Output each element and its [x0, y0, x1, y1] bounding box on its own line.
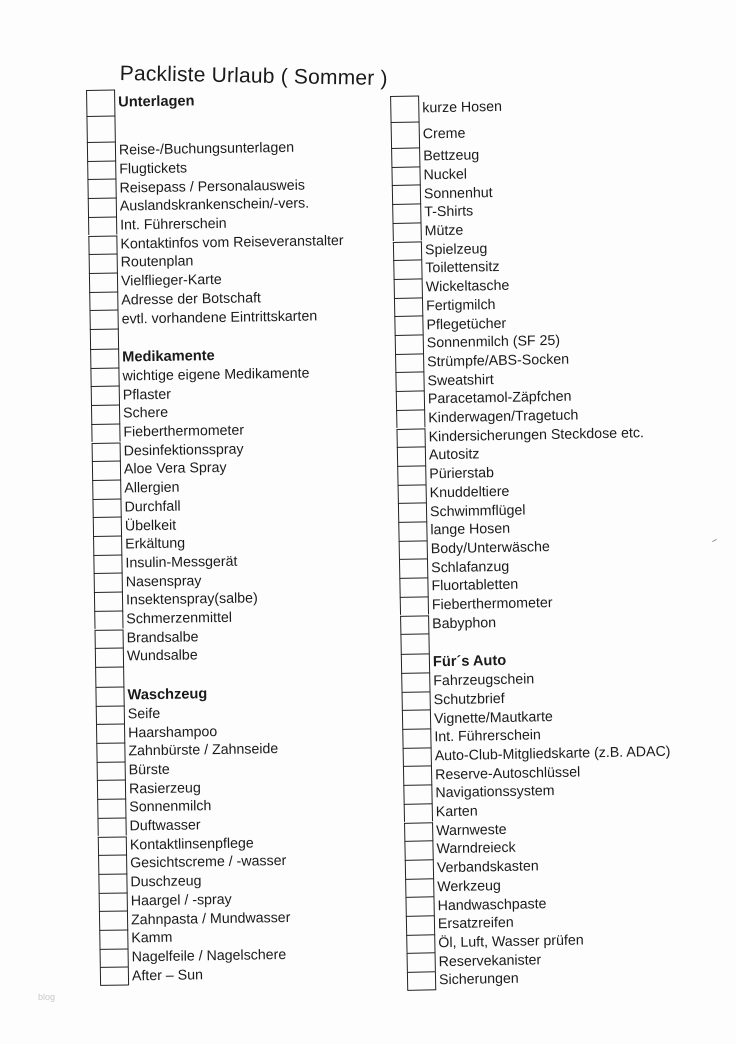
checkbox[interactable] [403, 784, 432, 803]
checkbox[interactable] [404, 840, 433, 859]
section-heading: Für´s Auto [432, 653, 507, 671]
item-label: Sonnenhut [423, 184, 493, 202]
item-label: Reservekanister [438, 951, 542, 970]
item-label: Schutzbrief [433, 690, 505, 709]
checkbox[interactable] [393, 260, 422, 279]
item-label: Gesichtscreme / -wasser [130, 853, 287, 872]
item-label: Int. Führerschein [434, 727, 542, 746]
checklist-row [391, 121, 466, 148]
item-label: Karten [435, 803, 478, 821]
checkbox[interactable] [399, 577, 428, 596]
item-label: Ersatzreifen [437, 915, 514, 933]
item-label: Sonnenmilch [129, 798, 212, 816]
checklist-row [400, 614, 496, 635]
checkbox[interactable] [397, 465, 426, 484]
item-label: Erkältung [125, 535, 186, 553]
item-label: Bürste [128, 761, 170, 779]
item-label: Bettzeug [423, 147, 480, 165]
checkbox[interactable] [403, 747, 432, 766]
item-label: Reise-/Buchungsunterlagen [118, 139, 295, 159]
checkbox[interactable] [399, 559, 428, 578]
checklist-row [393, 258, 499, 279]
checklist-row [399, 538, 550, 560]
checkbox[interactable] [391, 121, 420, 148]
item-label: Warnweste [436, 821, 507, 839]
item-label: Pflaster [122, 386, 172, 404]
checkbox[interactable] [402, 691, 431, 710]
item-label: kurze Hosen [422, 98, 503, 117]
checkbox[interactable] [405, 897, 434, 916]
item-label: Zahnpasta / Mundwasser [130, 909, 291, 928]
checkbox[interactable] [391, 147, 420, 166]
item-label: Routenplan [120, 253, 194, 271]
checklist-row [401, 670, 534, 691]
checkbox[interactable] [400, 634, 429, 655]
item-label: Haarshampoo [128, 723, 218, 741]
item-label: Wickeltasche [425, 277, 510, 296]
item-label: Desinfektionsspray [123, 441, 244, 460]
item-label: Werkzeug [437, 877, 502, 896]
item-label: Fieberthermometer [431, 595, 553, 614]
item-label: Fertigmilch [425, 296, 496, 315]
checklist-row [407, 970, 519, 991]
item-label: Haargel / -spray [130, 891, 232, 910]
item-label: Knuddeltiere [429, 483, 510, 502]
checklist-row [403, 742, 671, 766]
item-label: Kinderwagen/Tragetuch [428, 407, 579, 427]
item-label: Verbandskasten [436, 858, 539, 877]
item-label: Adresse der Botschaft [121, 290, 262, 309]
checklist-row [399, 557, 509, 578]
item-label: Autositz [428, 446, 480, 464]
checklist-row [390, 94, 502, 122]
checkbox[interactable] [398, 484, 427, 503]
checklist-row [404, 839, 515, 860]
item-label: Spielzeug [424, 240, 488, 259]
section-heading-row [401, 652, 507, 673]
footer-watermark: blog [38, 992, 56, 1002]
checklist-row [392, 203, 473, 223]
item-label: Auslandskrankenschein/-vers. [119, 195, 310, 215]
checklist-row [404, 802, 478, 822]
item-label: Vignette/Mautkarte [433, 708, 554, 727]
item-label: Strümpfe/ABS-Socken [427, 351, 570, 371]
checkbox[interactable] [400, 596, 429, 615]
checkbox[interactable] [392, 185, 421, 204]
checkbox[interactable] [407, 953, 436, 972]
item-label: Kamm [131, 929, 173, 947]
checklist-row [394, 296, 496, 317]
checklist-row [393, 221, 464, 241]
item-label: Mütze [424, 222, 464, 240]
checklist-row [397, 446, 480, 466]
checklist-row [394, 314, 506, 335]
checklist-row [400, 633, 432, 654]
section-heading: Waschzeug [127, 686, 208, 704]
item-label: Fieberthermometer [123, 422, 245, 441]
item-label: After – Sun [131, 966, 204, 985]
checkbox[interactable] [397, 447, 426, 466]
checkbox[interactable] [405, 859, 434, 878]
item-label: lange Hosen [430, 521, 511, 539]
checkbox[interactable] [391, 166, 420, 185]
checkbox[interactable] [395, 372, 424, 391]
checklist-row [406, 914, 514, 935]
checklist-row [396, 424, 644, 447]
checklist-row [393, 240, 488, 260]
checkbox[interactable] [399, 540, 428, 559]
item-label: Übelkeit [124, 517, 177, 534]
checkbox[interactable] [402, 710, 431, 729]
checklist-row [404, 820, 507, 841]
checkbox[interactable] [395, 353, 424, 372]
item-label: Nagelfeile / Nagelschere [131, 946, 287, 966]
item-label: Int. Führerschein [120, 215, 227, 234]
checkbox[interactable] [404, 822, 433, 841]
checkbox[interactable] [400, 615, 429, 634]
checkbox[interactable] [407, 971, 436, 990]
item-label: Sweatshirt [427, 371, 494, 389]
item-label: Aloe Vera Spray [123, 460, 227, 478]
checkbox[interactable] [398, 503, 427, 522]
item-label: Flugtickets [119, 160, 188, 178]
checklist-row [399, 576, 518, 597]
item-label: Brandsalbe [126, 629, 199, 647]
item-label: Duschzeug [130, 873, 202, 891]
checkbox[interactable] [390, 95, 419, 122]
checkbox[interactable] [394, 316, 423, 335]
item-label: Öl, Luft, Wasser prüfen [438, 932, 584, 952]
checklist-row [405, 857, 539, 878]
checkbox[interactable] [406, 934, 435, 953]
checklist-row [405, 877, 501, 898]
item-label: Babyphon [432, 614, 497, 633]
checklist-row [398, 501, 526, 522]
checkbox[interactable] [393, 241, 422, 260]
checklist-row [406, 931, 584, 953]
checkbox[interactable] [396, 428, 425, 447]
item-label: Insulin-Messgerät [125, 553, 238, 572]
checklist-row [391, 165, 467, 185]
item-label: Creme [422, 125, 466, 143]
checkbox[interactable] [402, 728, 431, 747]
checklist-row [402, 690, 505, 711]
item-label: Reisepass / Personalausweis [119, 177, 306, 197]
item-label: evtl. vorhandene Eintrittskarten [121, 307, 318, 327]
checkbox[interactable] [406, 915, 435, 934]
item-label: Pürierstab [429, 465, 495, 483]
checkbox[interactable] [396, 390, 425, 409]
checkbox[interactable] [394, 278, 423, 297]
item-label: Nuckel [423, 166, 468, 184]
item-label: Nasenspray [125, 572, 202, 591]
item-label: Vielflieger-Karte [120, 272, 222, 290]
item-label: Reserve-Autoschlüssel [434, 764, 581, 783]
checklist-row [407, 951, 542, 972]
item-label: Schwimmflügel [429, 502, 526, 520]
checklist-row [398, 482, 510, 503]
checklist-row [394, 277, 510, 298]
checkbox[interactable] [401, 654, 430, 673]
checkbox[interactable] [394, 297, 423, 316]
scan-mark [712, 539, 717, 542]
item-label: Schmerzenmittel [126, 609, 233, 628]
checklist-row [400, 594, 553, 616]
item-label: Auto-Club-Mitgliedskarte (z.B. ADAC) [434, 743, 671, 765]
item-label: Schere [122, 405, 169, 422]
checkbox[interactable] [393, 222, 422, 241]
item-label: Sicherungen [438, 971, 519, 989]
item-label: Insektenspray(salbe) [125, 590, 258, 609]
page-title: Packliste Urlaub ( Sommer ) [119, 62, 388, 91]
checkbox[interactable] [403, 766, 432, 785]
item-label: Kindersicherungen Steckdose etc. [428, 424, 645, 446]
item-label: Fahrzeugschein [433, 671, 535, 690]
right-checklist-column [0, 1, 671, 1051]
item-label: Schlafanzug [430, 558, 510, 576]
checklist-row [395, 370, 494, 391]
item-label: Rasierzeug [128, 779, 201, 798]
checklist-row [403, 782, 554, 804]
item-label: Navigationssystem [435, 783, 555, 802]
checklist-row [405, 894, 546, 915]
item-label: Allergien [124, 479, 180, 497]
checkbox[interactable] [405, 878, 434, 897]
item-label: Paracetamol-Zäpfchen [427, 388, 572, 408]
section-heading: Medikamente [122, 348, 215, 366]
checkbox[interactable] [404, 803, 433, 822]
item-label: Duftwasser [129, 817, 201, 835]
item-label: Durchfall [124, 498, 181, 516]
item-label: Seife [127, 705, 161, 723]
item-label: Warndreieck [436, 840, 516, 858]
checklist-row [392, 183, 493, 204]
item-label: Kontaktinfos vom Reiseveranstalter [120, 232, 344, 253]
item-label: Pflegetücher [426, 315, 507, 333]
item-label: Kontaktlinsenpflege [129, 835, 254, 854]
section-heading: Unterlagen [118, 93, 195, 111]
checkbox[interactable] [401, 672, 430, 691]
item-label: Toilettensitz [425, 259, 500, 277]
checkbox[interactable] [392, 204, 421, 223]
checklist-row [391, 146, 479, 166]
item-label: wichtige eigene Medikamente [122, 365, 310, 385]
checkbox[interactable] [395, 334, 424, 353]
item-label: Wundsalbe [126, 647, 198, 665]
item-label: Fluortabletten [431, 576, 519, 595]
item-label: Body/Unterwäsche [430, 538, 550, 558]
checklist-row [395, 350, 569, 372]
item-label: Sonnenmilch (SF 25) [426, 333, 561, 352]
checkbox[interactable] [398, 521, 427, 540]
item-label: T-Shirts [424, 203, 474, 221]
item-label: Zahnbürste / Zahnseide [128, 741, 279, 760]
item-label: Handwaschpaste [437, 895, 547, 914]
checklist-row [397, 464, 494, 485]
checkbox[interactable] [396, 409, 425, 428]
checklist-row [398, 520, 510, 541]
